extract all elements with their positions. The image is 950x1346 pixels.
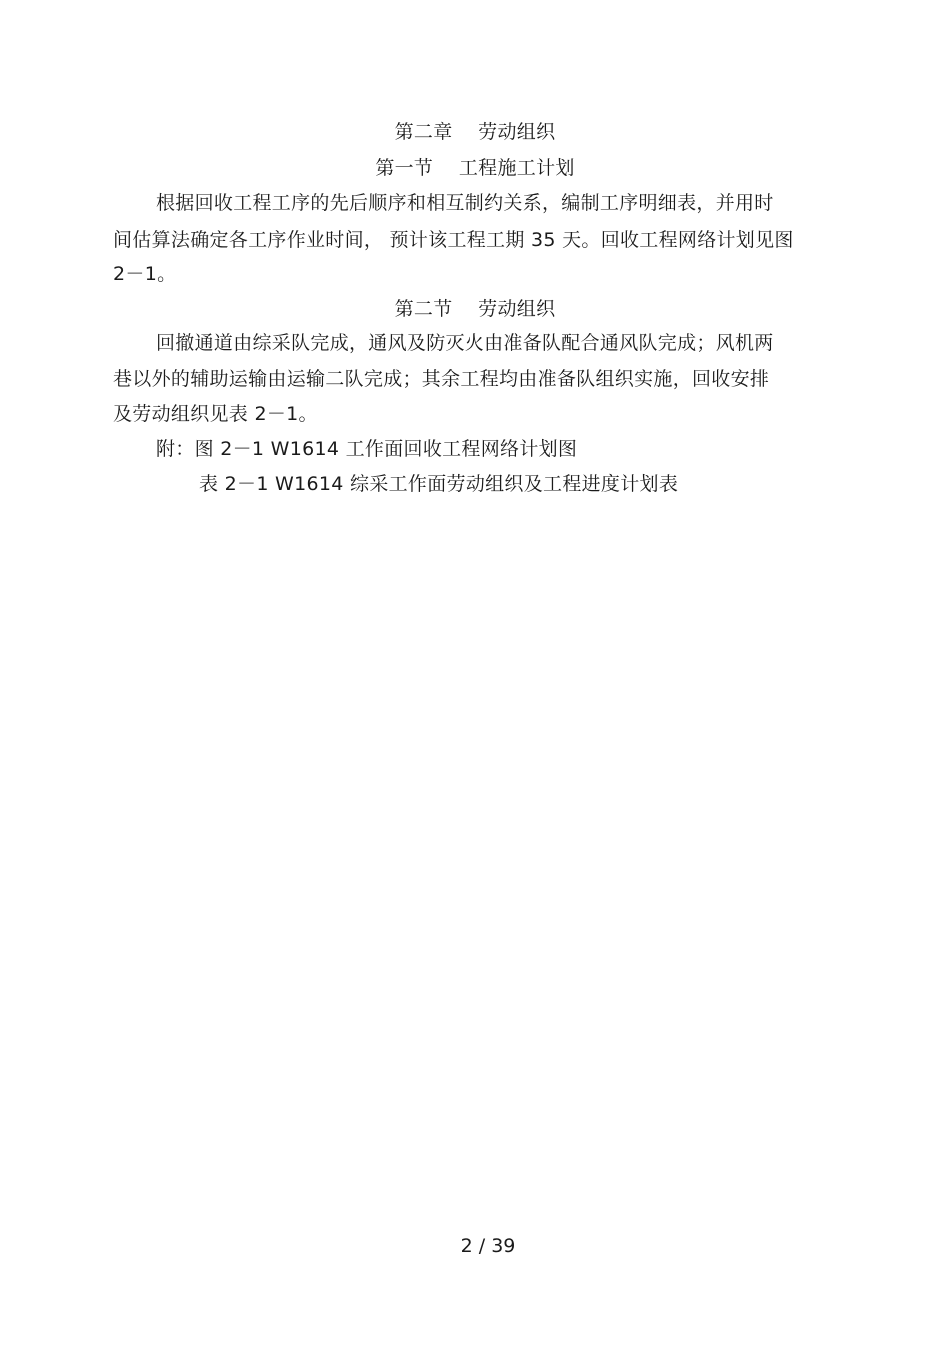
page-number: 2 / 39 [460, 1235, 516, 1257]
paragraph-line: 2－1。 [113, 263, 177, 285]
paragraph-line: 巷以外的辅助运输由运输二队完成；其余工程均由准备队组织实施，回收安排 [113, 368, 770, 390]
attachment-table-reference: 表 2－1 W1614 综采工作面劳动组织及工程进度计划表 [199, 473, 679, 495]
paragraph-line: 间估算法确定各工序作业时间， 预计该工程工期 35 天。回收工程网络计划见图 [113, 229, 794, 251]
paragraph-line: 回撤通道由综采队完成，通风及防灭火由准备队配合通风队完成；风机两 [156, 332, 774, 354]
chapter-title: 第二章 劳动组织 [394, 121, 556, 143]
attachment-figure-reference: 附：图 2－1 W1614 工作面回收工程网络计划图 [156, 438, 578, 460]
section-heading-labor-organization: 第二节 劳动组织 [394, 298, 556, 320]
section-heading-construction-plan: 第一节 工程施工计划 [375, 157, 575, 179]
paragraph-line: 及劳动组织见表 2－1。 [113, 403, 318, 425]
paragraph-line: 根据回收工程工序的先后顺序和相互制约关系，编制工序明细表，并用时 [156, 192, 774, 214]
